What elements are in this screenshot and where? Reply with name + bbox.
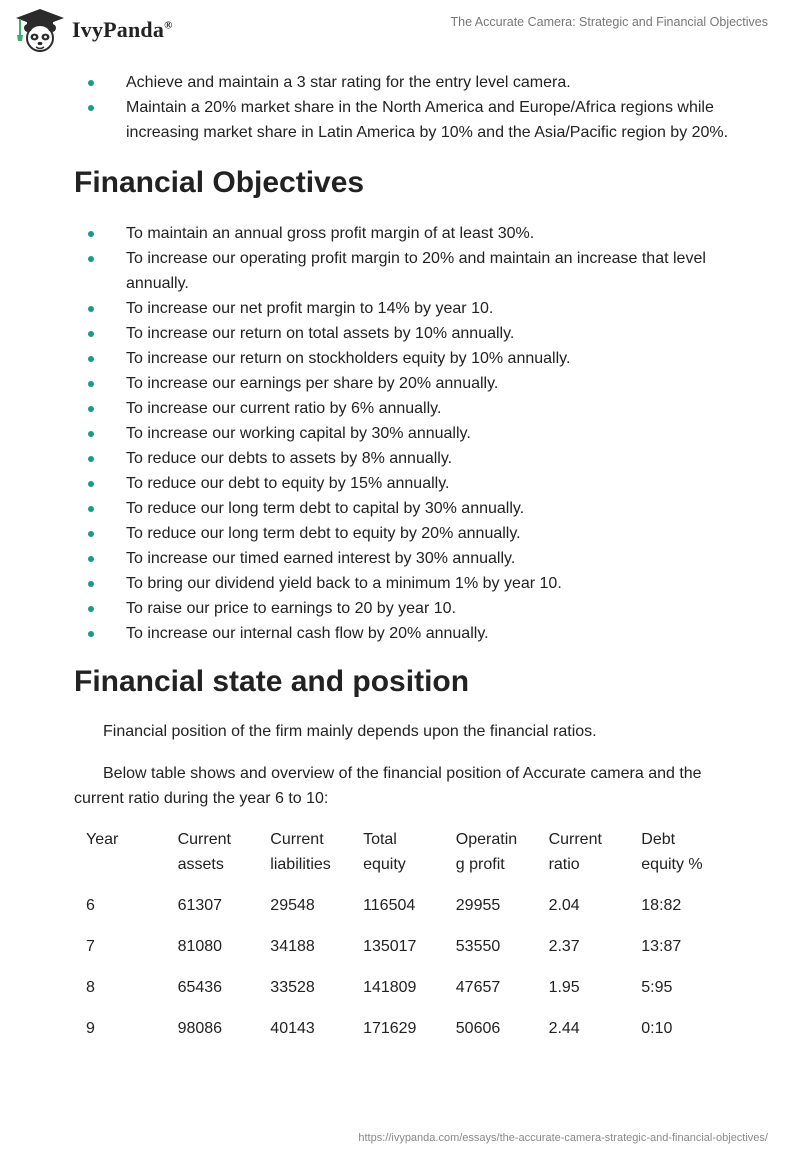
bullet-icon <box>88 80 94 86</box>
table-cell: 65436 <box>177 979 223 996</box>
table-cell: 0:10 <box>641 1020 673 1037</box>
table-cell: 33528 <box>270 979 315 996</box>
table-cell: 47657 <box>455 979 501 996</box>
table-cell: 53550 <box>455 938 501 955</box>
table-cell: 2.04 <box>548 897 580 914</box>
bullet-icon <box>88 406 94 412</box>
table-cell: 50606 <box>455 1020 501 1037</box>
table-cell: 9 <box>86 1020 95 1037</box>
list-item: To reduce our debt to equity by 15% annually. <box>74 471 734 496</box>
bullet-icon <box>88 631 94 637</box>
list-item: To increase our current ratio by 6% annually. <box>74 396 734 421</box>
table-cell: 141809 <box>363 979 417 996</box>
list-item: To reduce our long term debt to equity by 20% annually. <box>74 521 734 546</box>
list-item: To increase our earnings per share by 20% annually. <box>74 371 734 396</box>
article-body <box>74 70 734 1057</box>
table-header-cell: Year <box>86 831 119 848</box>
table-header-cell: Total equity <box>363 831 406 873</box>
table-header-cell: Debt equity % <box>641 831 703 873</box>
paragraph: Below table shows and overview of the financial position of Accurate camera and the current ratio during the year 6 to 10: <box>74 765 702 807</box>
list-item: To increase our return on total assets by 10% annually. <box>74 321 734 346</box>
list-item: To increase our internal cash flow by 20% annually. <box>74 621 734 646</box>
table-cell: 1.95 <box>548 979 580 996</box>
bullet-icon <box>88 556 94 562</box>
list-item: Achieve and maintain a 3 star rating for the entry level camera. <box>74 70 734 95</box>
table-cell: 2.37 <box>548 938 580 955</box>
bullet-icon <box>88 356 94 362</box>
section-heading-financial-state: Financial state and position <box>74 665 470 698</box>
table-cell: 81080 <box>177 938 223 955</box>
table-row <box>74 975 734 1016</box>
source-url[interactable]: https://ivypanda.com/essays/the-accurate-camera-strategic-and-financial-objectives/ <box>358 1132 768 1144</box>
list-item: To reduce our long term debt to capital by 30% annually. <box>74 496 734 521</box>
table-header-cell: Current assets <box>177 831 231 873</box>
list-item: To increase our operating profit margin to 20% and maintain an increase that level annually. <box>74 246 734 296</box>
table-cell: 2.44 <box>548 1020 580 1037</box>
table-cell: 34188 <box>270 938 315 955</box>
table-cell: 18:82 <box>641 897 682 914</box>
bullet-icon <box>88 306 94 312</box>
bullet-icon <box>88 531 94 537</box>
paragraph: Financial position of the firm mainly depends upon the financial ratios. <box>103 723 597 740</box>
bullet-icon <box>88 331 94 337</box>
table-header-cell: Current liabilities <box>270 831 331 873</box>
table-cell: 116504 <box>363 897 416 914</box>
list-item: To increase our working capital by 30% annually. <box>74 421 734 446</box>
list-item: To reduce our debts to assets by 8% annually. <box>74 446 734 471</box>
list-item: To increase our return on stockholders equity by 10% annually. <box>74 346 734 371</box>
table-cell: 135017 <box>363 938 417 955</box>
bullet-icon <box>88 481 94 487</box>
page-header <box>0 0 800 60</box>
bullet-icon <box>88 105 94 111</box>
table-cell: 13:87 <box>641 938 682 955</box>
intro-bullet-list <box>74 70 734 145</box>
bullet-icon <box>88 431 94 437</box>
financial-objectives-list <box>74 221 734 646</box>
list-item: Maintain a 20% market share in the North America and Europe/Africa regions while increasing market share in Latin America by 10% and the Asia/Pacific region by 20%. <box>74 95 734 145</box>
section-heading-financial-objectives: Financial Objectives <box>74 166 365 199</box>
bullet-icon <box>88 256 94 262</box>
table-cell: 40143 <box>270 1020 315 1037</box>
bullet-icon <box>88 581 94 587</box>
table-row <box>74 934 734 975</box>
table-cell: 7 <box>86 938 95 955</box>
ivypanda-logo[interactable] <box>14 6 173 54</box>
table-cell: 61307 <box>177 897 223 914</box>
document-title: The Accurate Camera: Strategic and Financial Objectives <box>450 15 768 29</box>
list-item: To bring our dividend yield back to a minimum 1% by year 10. <box>74 571 734 596</box>
bullet-icon <box>88 231 94 237</box>
table-cell: 29955 <box>455 897 501 914</box>
bullet-icon <box>88 381 94 387</box>
list-item: To increase our timed earned interest by 30% annually. <box>74 546 734 571</box>
list-item: To maintain an annual gross profit margin of at least 30%. <box>74 221 734 246</box>
table-cell: 8 <box>86 979 95 996</box>
financial-position-table <box>74 827 734 1057</box>
table-header-row <box>74 827 734 893</box>
table-cell: 98086 <box>177 1020 223 1037</box>
table-cell: 6 <box>86 897 95 914</box>
bullet-icon <box>88 506 94 512</box>
table-header-cell: Current ratio <box>548 831 602 873</box>
table-cell: 29548 <box>270 897 315 914</box>
bullet-icon <box>88 456 94 462</box>
table-cell: 171629 <box>363 1020 417 1037</box>
panda-graduate-icon <box>14 7 66 53</box>
table-row <box>74 893 734 934</box>
table-row <box>74 1016 734 1057</box>
list-item: To raise our price to earnings to 20 by year 10. <box>74 596 734 621</box>
table-cell: 5:95 <box>641 979 673 996</box>
table-header-cell: Operatin g profit <box>455 831 518 873</box>
list-item: To increase our net profit margin to 14% by year 10. <box>74 296 734 321</box>
brand-name: IvyPanda® <box>72 17 173 42</box>
bullet-icon <box>88 606 94 612</box>
